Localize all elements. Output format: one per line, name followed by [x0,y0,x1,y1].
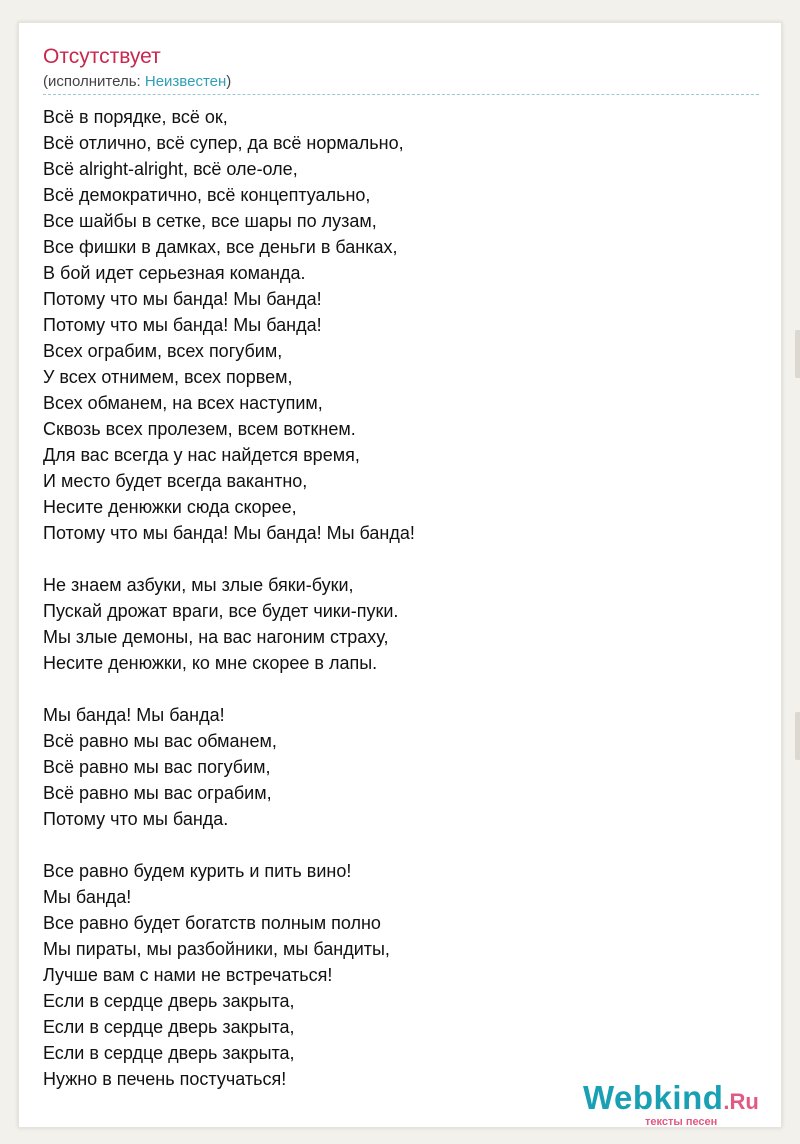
artist-suffix: ) [226,73,232,90]
logo-tld: .Ru [723,1089,759,1114]
lyric-line: В бой идет серьезная команда. [43,263,306,283]
lyrics-body [43,104,759,1092]
lyric-line: У всех отнимем, всех порвем, [43,367,293,387]
lyric-line: Пускай дрожат враги, все будет чики-пуки. [43,601,399,621]
header-divider [43,94,759,95]
page-edge-decoration [795,330,800,378]
lyric-line: Все равно будет богатств полным полно [43,913,381,933]
lyric-line: Все равно будем курить и пить вино! [43,861,352,881]
lyric-line: Если в сердце дверь закрыта, [43,991,295,1011]
song-title: Отсутствует [43,45,161,68]
logo-name: Webkind [583,1079,724,1116]
lyric-line: Несите денюжки, ко мне скорее в лапы. [43,653,378,673]
lyrics-stanza [43,702,759,832]
lyrics-page [18,22,782,1128]
lyric-line: Всех обманем, на всех наступим, [43,393,323,413]
lyrics-stanza [43,858,759,1092]
lyric-line: Всё в порядке, всё ок, [43,107,228,127]
lyric-line: Если в сердце дверь закрыта, [43,1043,295,1063]
artist-line [43,72,759,92]
song-header [43,43,759,92]
lyric-line: Не знаем азбуки, мы злые бяки-буки, [43,575,354,595]
lyric-line: Потому что мы банда! Мы банда! Мы банда! [43,523,415,543]
artist-prefix: (исполнитель: [43,73,145,90]
lyric-line: Мы банда! [43,887,132,907]
lyric-line: Потому что мы банда! Мы банда! [43,315,322,335]
lyric-line: Всё равно мы вас ограбим, [43,783,272,803]
lyric-line: Всё отлично, всё супер, да всё нормально, [43,133,404,153]
lyric-line: Мы пираты, мы разбойники, мы бандиты, [43,939,390,959]
artist-link[interactable]: Неизвестен [144,73,227,90]
lyrics-stanza [43,572,759,676]
lyrics-stanza [43,104,759,546]
lyric-line: Если в сердце дверь закрыта, [43,1017,295,1037]
lyric-line: Потому что мы банда. [43,809,229,829]
lyric-line: Всё демократично, всё концептуально, [43,185,371,205]
lyric-line: Сквозь всех пролезем, всем воткнем. [43,419,356,439]
lyric-line: Все фишки в дамках, все деньги в банках, [43,237,398,257]
lyric-line: И место будет всегда вакантно, [43,471,308,491]
lyric-line: Мы злые демоны, на вас нагоним страху, [43,627,389,647]
page-edge-decoration [795,712,800,760]
lyric-line: Все шайбы в сетке, все шары по лузам, [43,211,377,231]
lyric-line: Всё равно мы вас погубим, [43,757,271,777]
lyric-line: Для вас всегда у нас найдется время, [43,445,360,465]
lyric-line: Всё равно мы вас обманем, [43,731,277,751]
site-logo[interactable] [583,1078,783,1138]
lyric-line: Мы банда! Мы банда! [43,705,225,725]
lyric-line: Лучше вам с нами не встречаться! [43,965,333,985]
logo-tagline: тексты песен [645,1116,718,1128]
lyric-line: Всех ограбим, всех погубим, [43,341,283,361]
lyric-line: Нужно в печень постучаться! [43,1069,287,1089]
lyric-line: Несите денюжки сюда скорее, [43,497,297,517]
lyric-line: Потому что мы банда! Мы банда! [43,289,322,309]
lyric-line: Всё alright-alright, всё оле-оле, [43,159,298,179]
